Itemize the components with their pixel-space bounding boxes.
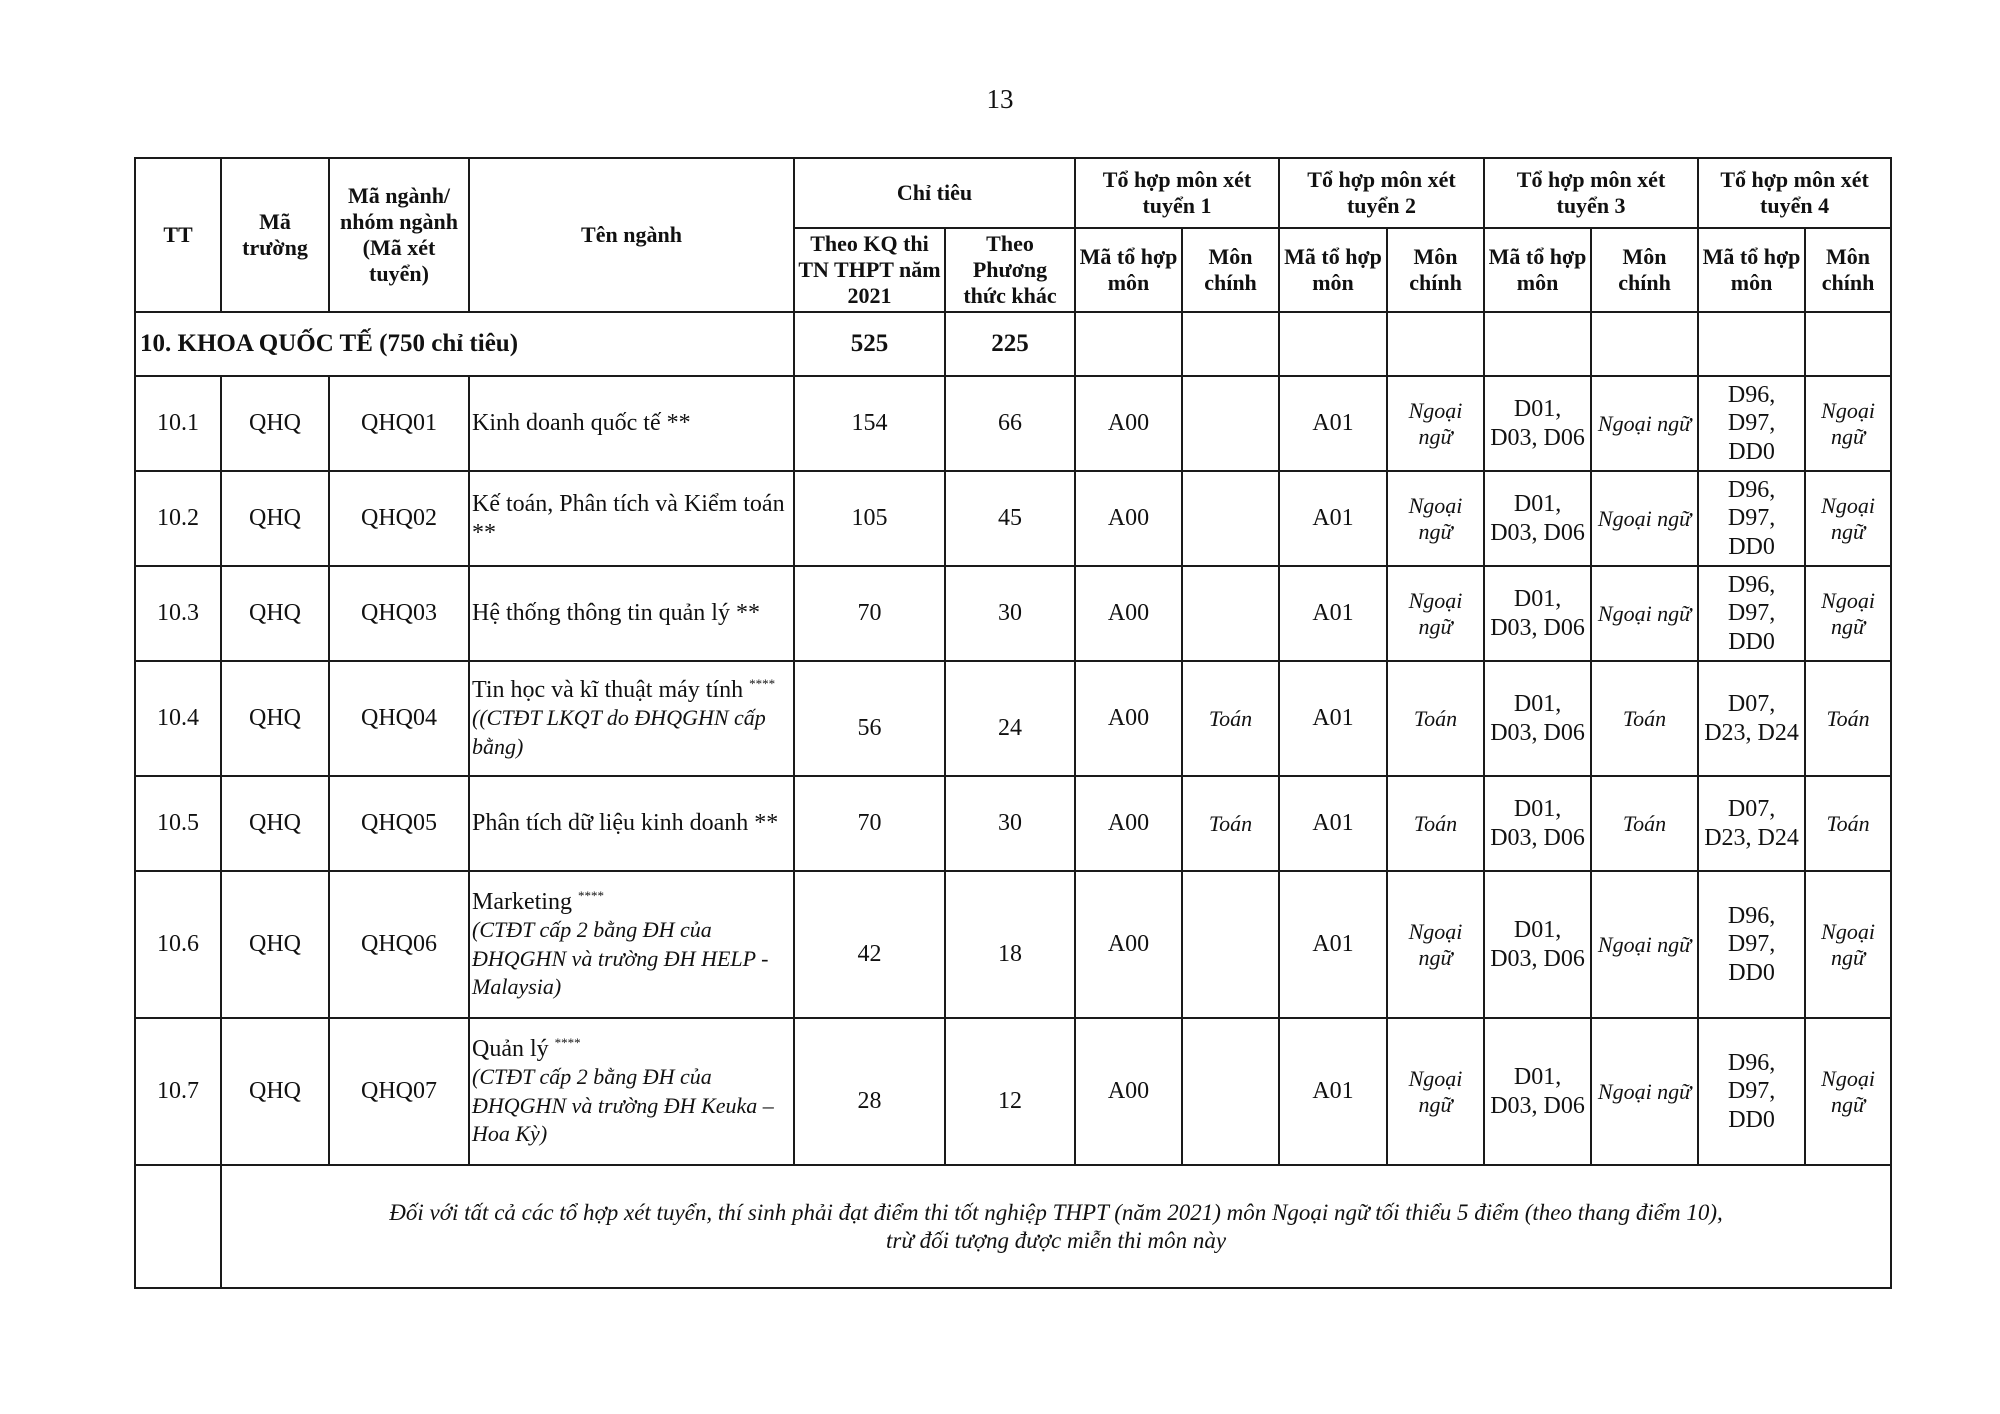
- table-row: [135, 1018, 1891, 1165]
- section-chi-tieu-khac: 225: [945, 312, 1075, 376]
- program-rows: [135, 376, 1891, 1165]
- table-row: [135, 871, 1891, 1018]
- row-mon-chinh-4: Ngoại ngữ: [1805, 871, 1891, 1018]
- header-to-hop-1: Tổ hợp môn xét tuyển 1: [1075, 158, 1279, 228]
- program-footnote-mark: ****: [749, 676, 776, 692]
- row-ma-to-hop-4: D96, D97, DD0: [1698, 471, 1805, 566]
- row-tt: 10.7: [135, 1018, 221, 1165]
- row-ma-to-hop-1: A00: [1075, 376, 1182, 471]
- row-ma-to-hop-3: D01, D03, D06: [1484, 471, 1591, 566]
- row-chi-tieu-kq: 154: [794, 376, 945, 471]
- row-ten-nganh: [469, 566, 794, 661]
- row-ma-to-hop-1: A00: [1075, 1018, 1182, 1165]
- section-empty: [1484, 312, 1591, 376]
- table-row: [135, 471, 1891, 566]
- row-ma-truong: QHQ: [221, 776, 329, 871]
- row-mon-chinh-1: [1182, 1018, 1279, 1165]
- program-name: Kế toán, Phân tích và Kiểm toán **: [472, 491, 785, 546]
- row-ma-truong: QHQ: [221, 376, 329, 471]
- header-mon-chinh-1: Môn chính: [1182, 228, 1279, 312]
- table-row: [135, 566, 1891, 661]
- section-row: [135, 312, 1891, 376]
- row-chi-tieu-khac: 30: [945, 776, 1075, 871]
- row-chi-tieu-khac: 18: [945, 871, 1075, 1018]
- row-ma-to-hop-3: D01, D03, D06: [1484, 566, 1591, 661]
- row-tt: 10.4: [135, 661, 221, 776]
- row-ma-to-hop-2: A01: [1279, 566, 1387, 661]
- section-title: 10. KHOA QUỐC TẾ (750 chỉ tiêu): [135, 312, 794, 376]
- section-empty: [1591, 312, 1698, 376]
- row-ma-nganh: QHQ05: [329, 776, 469, 871]
- row-mon-chinh-3: Toán: [1591, 661, 1698, 776]
- row-mon-chinh-2: Ngoại ngữ: [1387, 871, 1484, 1018]
- row-ma-to-hop-2: A01: [1279, 871, 1387, 1018]
- row-chi-tieu-khac: 30: [945, 566, 1075, 661]
- footer-empty-cell: [135, 1165, 221, 1288]
- header-chi-tieu-khac: Theo Phương thức khác: [945, 228, 1075, 312]
- header-to-hop-2: Tổ hợp môn xét tuyển 2: [1279, 158, 1484, 228]
- header-ma-to-hop-3: Mã tổ hợp môn: [1484, 228, 1591, 312]
- admissions-table: [134, 157, 1892, 1289]
- row-ma-to-hop-3: D01, D03, D06: [1484, 1018, 1591, 1165]
- row-ma-to-hop-4: D96, D97, DD0: [1698, 376, 1805, 471]
- program-footnote-mark: ****: [577, 887, 604, 903]
- table-row: [135, 376, 1891, 471]
- program-name: Phân tích dữ liệu kinh doanh **: [472, 810, 779, 837]
- row-ten-nganh: [469, 471, 794, 566]
- program-note: (CTĐT cấp 2 bằng ĐH của ĐHQGHN và trường ĐH HELP - Malaysia): [472, 917, 769, 999]
- row-chi-tieu-khac: 24: [945, 661, 1075, 776]
- row-ma-truong: QHQ: [221, 1018, 329, 1165]
- header-mon-chinh-3: Môn chính: [1591, 228, 1698, 312]
- row-ten-nganh: [469, 376, 794, 471]
- page-number: 13: [986, 84, 1014, 114]
- row-tt: 10.6: [135, 871, 221, 1018]
- row-mon-chinh-4: Ngoại ngữ: [1805, 1018, 1891, 1165]
- row-ma-to-hop-3: D01, D03, D06: [1484, 661, 1591, 776]
- table-header: [135, 158, 1891, 312]
- row-ma-to-hop-2: A01: [1279, 471, 1387, 566]
- row-tt: 10.1: [135, 376, 221, 471]
- row-mon-chinh-2: Ngoại ngữ: [1387, 376, 1484, 471]
- program-name: Quản lý: [472, 1035, 549, 1062]
- row-mon-chinh-1: Toán: [1182, 661, 1279, 776]
- row-chi-tieu-kq: 70: [794, 776, 945, 871]
- row-mon-chinh-3: Ngoại ngữ: [1591, 566, 1698, 661]
- section-empty: [1075, 312, 1182, 376]
- row-ma-to-hop-2: A01: [1279, 776, 1387, 871]
- header-to-hop-3: Tổ hợp môn xét tuyển 3: [1484, 158, 1698, 228]
- header-ma-to-hop-1: Mã tổ hợp môn: [1075, 228, 1182, 312]
- row-ma-to-hop-1: A00: [1075, 471, 1182, 566]
- row-mon-chinh-1: [1182, 471, 1279, 566]
- row-ma-to-hop-4: D96, D97, DD0: [1698, 871, 1805, 1018]
- row-chi-tieu-kq: 56: [794, 661, 945, 776]
- row-chi-tieu-kq: 105: [794, 471, 945, 566]
- row-ma-truong: QHQ: [221, 471, 329, 566]
- row-ma-to-hop-4: D96, D97, DD0: [1698, 566, 1805, 661]
- footer-note-line-1: Đối với tất cả các tổ hợp xét tuyển, thí sinh phải đạt điểm thi tốt nghiệp THPT (năm 2021) môn Ngoại ngữ tối thiểu 5 điểm (theo thang điểm 10),: [389, 1200, 1723, 1226]
- row-mon-chinh-2: Ngoại ngữ: [1387, 566, 1484, 661]
- header-chi-tieu-kq: Theo KQ thi TN THPT năm 2021: [794, 228, 945, 312]
- header-mon-chinh-2: Môn chính: [1387, 228, 1484, 312]
- row-mon-chinh-4: Toán: [1805, 661, 1891, 776]
- row-ma-to-hop-2: A01: [1279, 1018, 1387, 1165]
- row-mon-chinh-3: Ngoại ngữ: [1591, 1018, 1698, 1165]
- row-mon-chinh-3: Ngoại ngữ: [1591, 471, 1698, 566]
- row-ma-to-hop-1: A00: [1075, 776, 1182, 871]
- row-mon-chinh-2: Toán: [1387, 661, 1484, 776]
- footer-note: [221, 1165, 1891, 1288]
- row-ma-nganh: QHQ07: [329, 1018, 469, 1165]
- row-ma-to-hop-1: A00: [1075, 871, 1182, 1018]
- row-ma-truong: QHQ: [221, 566, 329, 661]
- row-ma-nganh: QHQ03: [329, 566, 469, 661]
- row-chi-tieu-khac: 66: [945, 376, 1075, 471]
- program-footnote-mark: ****: [554, 1034, 581, 1050]
- row-mon-chinh-4: Ngoại ngữ: [1805, 471, 1891, 566]
- section-empty: [1698, 312, 1805, 376]
- table-row: [135, 776, 1891, 871]
- row-ma-truong: QHQ: [221, 661, 329, 776]
- row-tt: 10.3: [135, 566, 221, 661]
- row-ten-nganh: [469, 776, 794, 871]
- row-tt: 10.2: [135, 471, 221, 566]
- row-mon-chinh-4: Ngoại ngữ: [1805, 566, 1891, 661]
- row-mon-chinh-2: Ngoại ngữ: [1387, 471, 1484, 566]
- header-ma-to-hop-2: Mã tổ hợp môn: [1279, 228, 1387, 312]
- program-name: Kinh doanh quốc tế **: [472, 410, 691, 437]
- section-empty: [1805, 312, 1891, 376]
- header-tt: TT: [135, 158, 221, 312]
- header-mon-chinh-4: Môn chính: [1805, 228, 1891, 312]
- row-ten-nganh: [469, 661, 794, 776]
- header-ma-to-hop-4: Mã tổ hợp môn: [1698, 228, 1805, 312]
- footer-row: [135, 1165, 1891, 1288]
- row-ma-nganh: QHQ06: [329, 871, 469, 1018]
- row-chi-tieu-kq: 42: [794, 871, 945, 1018]
- row-ten-nganh: [469, 1018, 794, 1165]
- table-row: [135, 661, 1891, 776]
- program-name: Hệ thống thông tin quản lý **: [472, 600, 760, 627]
- row-mon-chinh-1: [1182, 871, 1279, 1018]
- row-ma-to-hop-4: D96, D97, DD0: [1698, 1018, 1805, 1165]
- section-chi-tieu-kq: 525: [794, 312, 945, 376]
- row-ma-nganh: QHQ02: [329, 471, 469, 566]
- row-tt: 10.5: [135, 776, 221, 871]
- footer-note-line-2: trừ đối tượng được miễn thi môn này: [885, 1227, 1227, 1253]
- program-name: Tin học và kĩ thuật máy tính: [472, 677, 744, 704]
- program-note: (CTĐT cấp 2 bằng ĐH của ĐHQGHN và trường ĐH Keuka – Hoa Kỳ): [472, 1064, 774, 1146]
- row-ma-to-hop-1: A00: [1075, 661, 1182, 776]
- header-to-hop-4: Tổ hợp môn xét tuyển 4: [1698, 158, 1891, 228]
- row-mon-chinh-1: [1182, 376, 1279, 471]
- row-ten-nganh: [469, 871, 794, 1018]
- row-mon-chinh-3: Ngoại ngữ: [1591, 376, 1698, 471]
- row-mon-chinh-2: Ngoại ngữ: [1387, 1018, 1484, 1165]
- row-chi-tieu-khac: 45: [945, 471, 1075, 566]
- section-empty: [1182, 312, 1279, 376]
- row-ma-to-hop-1: A00: [1075, 566, 1182, 661]
- header-ma-truong: Mã trường: [221, 158, 329, 312]
- row-ma-to-hop-4: D07, D23, D24: [1698, 776, 1805, 871]
- row-ma-to-hop-3: D01, D03, D06: [1484, 376, 1591, 471]
- header-ten-nganh: Tên ngành: [469, 158, 794, 312]
- row-chi-tieu-kq: 70: [794, 566, 945, 661]
- row-mon-chinh-3: Toán: [1591, 776, 1698, 871]
- row-ma-to-hop-2: A01: [1279, 661, 1387, 776]
- row-mon-chinh-2: Toán: [1387, 776, 1484, 871]
- row-ma-to-hop-3: D01, D03, D06: [1484, 776, 1591, 871]
- section-empty: [1387, 312, 1484, 376]
- row-ma-to-hop-3: D01, D03, D06: [1484, 871, 1591, 1018]
- program-note: ((CTĐT LKQT do ĐHQGHN cấp bằng): [472, 705, 766, 759]
- row-chi-tieu-khac: 12: [945, 1018, 1075, 1165]
- header-ma-nganh: Mã ngành/ nhóm ngành (Mã xét tuyển): [329, 158, 469, 312]
- row-ma-nganh: QHQ01: [329, 376, 469, 471]
- row-mon-chinh-1: Toán: [1182, 776, 1279, 871]
- program-name: Marketing: [472, 888, 572, 915]
- row-chi-tieu-kq: 28: [794, 1018, 945, 1165]
- row-ma-to-hop-4: D07, D23, D24: [1698, 661, 1805, 776]
- row-ma-nganh: QHQ04: [329, 661, 469, 776]
- section-empty: [1279, 312, 1387, 376]
- row-mon-chinh-4: Ngoại ngữ: [1805, 376, 1891, 471]
- row-ma-to-hop-2: A01: [1279, 376, 1387, 471]
- row-mon-chinh-4: Toán: [1805, 776, 1891, 871]
- header-chi-tieu: Chỉ tiêu: [794, 158, 1075, 228]
- row-mon-chinh-3: Ngoại ngữ: [1591, 871, 1698, 1018]
- row-ma-truong: QHQ: [221, 871, 329, 1018]
- row-mon-chinh-1: [1182, 566, 1279, 661]
